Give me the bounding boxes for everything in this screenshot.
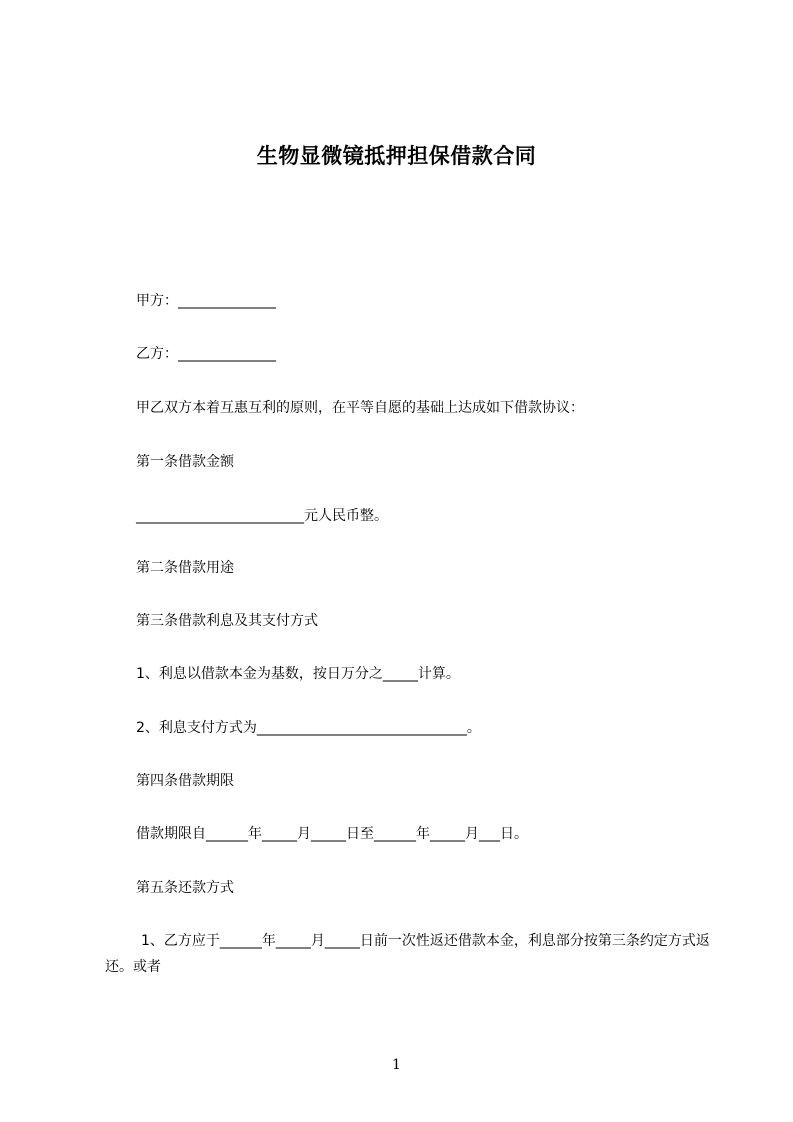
agreement-intro: 甲乙双方本着互惠互利的原则，在平等自愿的基础上达成如下借款协议： [136,400,584,416]
article-1-heading: 第一条借款金额 [136,454,234,470]
party-b-line: 乙方：______________ [136,346,276,362]
interest-rate-line: 1、利息以借款本金为基数，按日万分之_____计算。 [136,666,460,682]
document-title: 生物显微镜抵押担保借款合同 [256,144,537,168]
article-3-heading: 第三条借款利息及其支付方式 [136,613,318,629]
repayment-paragraph: 1、乙方应于______年_____月_____日前一次性返还借款本金，利息部分按第三条约定方式返还。或者 [105,933,710,975]
page-number: 1 [392,1057,401,1073]
interest-payment-line: 2、利息支付方式为______________________________。 [136,720,481,736]
article-4-heading: 第四条借款期限 [136,773,234,789]
article-5-heading: 第五条还款方式 [136,880,234,896]
party-a-line: 甲方：______________ [136,293,276,309]
loan-amount-line: ________________________元人民币整。 [136,508,388,524]
article-2-heading: 第二条借款用途 [136,560,234,576]
loan-term-line: 借款期限自______年_____月_____日至______年_____月___日。 [136,826,528,842]
